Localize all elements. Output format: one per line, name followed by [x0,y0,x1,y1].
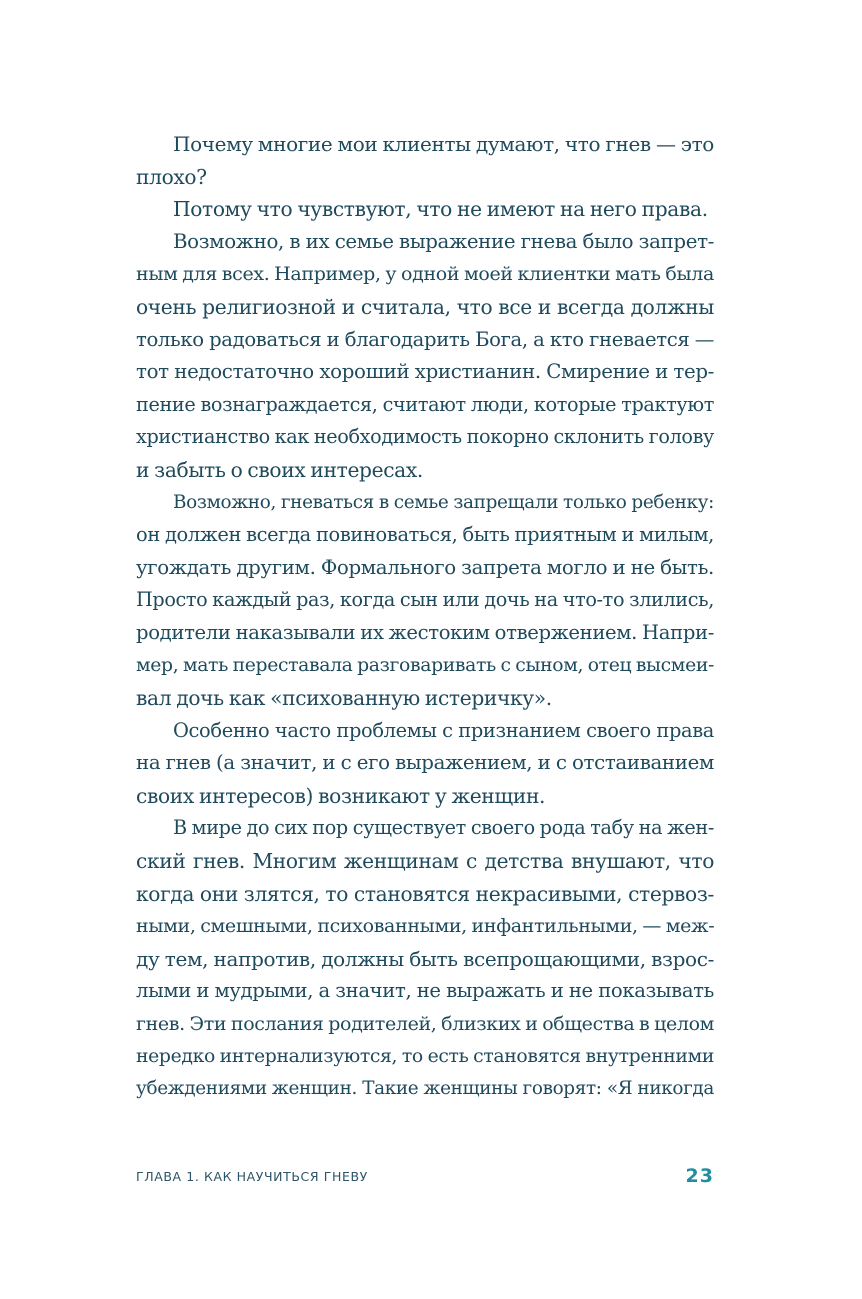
text-line: вал дочь как «психованную истеричку». [136,686,552,711]
text-line: ду тем, напротив, должны быть всепрощающими, взрос- [136,946,714,971]
running-head: ГЛАВА 1. КАК НАУЧИТЬСЯ ГНЕВУ [136,1169,368,1184]
text-line: ными, смешными, психованными, инфантильными, — меж- [136,915,715,938]
text-line: родители наказывали их жестоким отвержением. Напри- [136,620,714,644]
text-line: В мире до сих пор существует своего рода табу на жен- [173,816,714,840]
text-line: очень религиозной и считала, что все и всегда должны [136,294,714,319]
text-line: Потому что чувствуют, что не имеют на него права. [173,197,708,222]
text-line: своих интересов) возникают у женщин. [136,783,546,808]
text-line: только радоваться и благодарить Бога, а кто гневается — [136,327,714,351]
text-line: ский гнев. Многим женщинам с детства внушают, что [136,849,714,874]
text-line: убеждениями женщин. Такие женщины говорят: «Я никогда [136,1078,714,1100]
text-line: угождать другим. Формального запрета могло и не быть. [136,555,714,579]
text-line: и забыть о своих интересах. [136,457,423,482]
text-line: на гнев (а значит, и с его выражением, и с отстаиванием [136,751,714,775]
text-line: лыми и мудрыми, а значит, не выражать и не показывать [136,979,714,1003]
text-line: гнев. Эти послания родителей, близких и общества в целом [136,1013,715,1036]
text-line: когда они злятся, то становятся некрасивыми, стервоз- [136,881,714,906]
text-line: ным для всех. Например, у одной моей клиентки мать была [136,263,714,286]
text-line: Особенно часто проблемы с признанием своего права [173,718,714,742]
text-line: пение вознаграждается, считают люди, которые трактуют [136,392,714,416]
text-line: Возможно, в их семье выражение гнева было запрет- [173,229,714,253]
text-line: тот недостаточно хороший христианин. Смирение и тер- [136,360,714,384]
text-line: мер, мать переставала разговаривать с сыном, отец высмеи- [136,654,714,676]
text-line: Возможно, гневаться в семье запрещали только ребенку: [173,491,714,513]
body-text [136,128,714,1106]
text-line: Почему многие мои клиенты думают, что гнев — это [173,132,714,156]
text-line: христианство как необходимость покорно склонить голову [136,425,714,449]
text-line: нередко интернализуются, то есть становятся внутренними [136,1045,714,1067]
text-line: он должен всегда повиноваться, быть приятным и милым, [136,523,714,547]
text-line: Просто каждый раз, когда сын или дочь на что-то злились, [136,588,714,612]
text-line: плохо? [136,164,207,189]
page-number: 23 [685,1165,714,1187]
page-footer [136,1165,714,1191]
